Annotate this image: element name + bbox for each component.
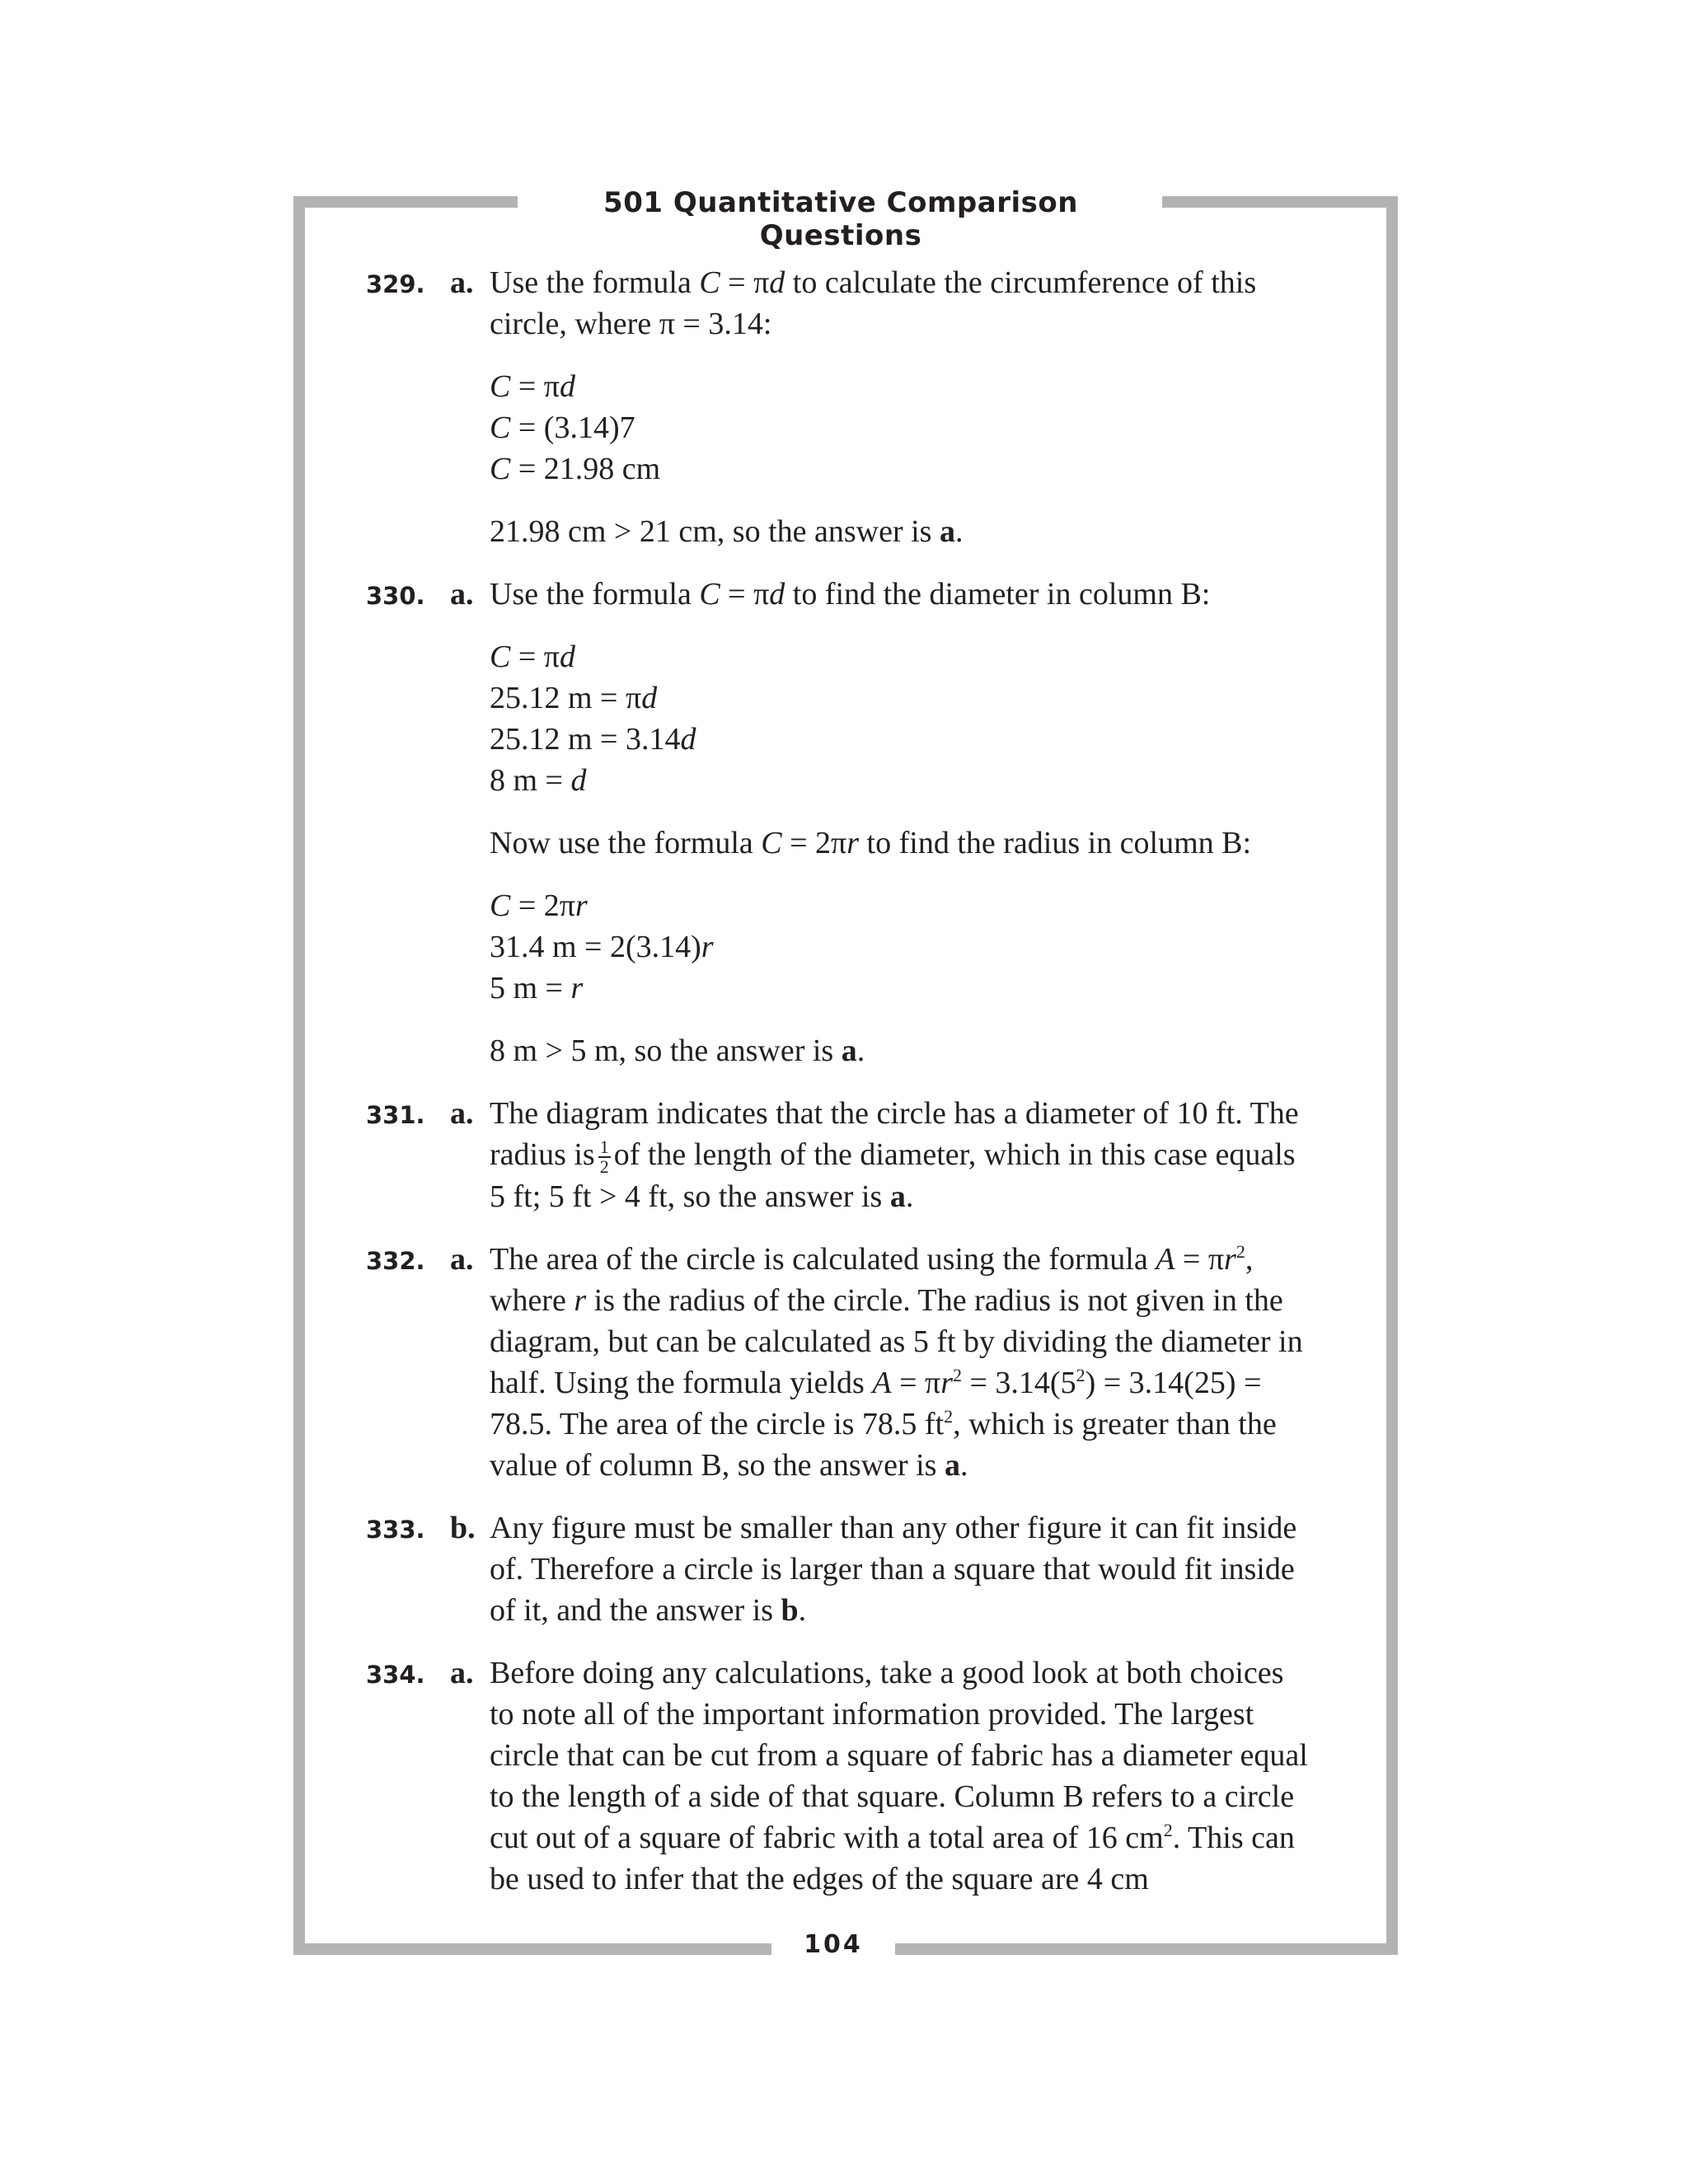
answer-329: [366, 262, 1314, 552]
middle-text: Now use the formula C = 2πr to find the radius in column B:: [490, 826, 1252, 860]
explanation-text: The area of the circle is calculated using the formula $A = \pi r^2$, where r is the radius of the circle. The radius is not given in the diagram, but can be calculated as 5 ft by dividing the diameter in half. Using the formula yields $A = \pi r^2 = 3.14(5^2) = 3.14(25) = 78.5$. The area of the circle is 78.5 $ft^2$, which is greater than the value of column B, so the answer is a.: [490, 1241, 1303, 1483]
equation: 25.12 m = 3.14d: [490, 722, 696, 757]
answer-331: [366, 1093, 1314, 1217]
explanation: [490, 1093, 1314, 1217]
answer-letter: a.: [450, 1242, 474, 1277]
conclusion-text: 8 m > 5 m, so the answer is a.: [490, 1033, 865, 1068]
equation: 5 m = r: [490, 971, 584, 1005]
answer-list: [366, 262, 1314, 1921]
page-frame-right: [1386, 196, 1398, 1955]
equation: 8 m = d: [490, 763, 587, 798]
equation-block: [490, 366, 1314, 490]
explanation: [490, 262, 1314, 552]
explanation: [490, 1652, 1314, 1900]
page-frame-left: [293, 196, 305, 1955]
equation-block: [490, 636, 1314, 801]
equation: C = πd: [490, 369, 575, 404]
equation-block: [490, 885, 1314, 1009]
intro-text: Use the formula C = πd to calculate the circumference of this circle, where π = 3.14:: [490, 265, 1257, 341]
explanation: [490, 574, 1314, 1071]
equation: C = 2πr: [490, 888, 588, 923]
answer-letter: b.: [450, 1511, 476, 1546]
question-number: 329.: [366, 270, 425, 298]
page-frame-top-right: [1162, 196, 1398, 208]
equation: 31.4 m = 2(3.14)r: [490, 930, 714, 964]
explanation-text: Any figure must be smaller than any other figure it can fit inside of. Therefore a circle is larger than a square that would fit inside of it, and the answer is b.: [490, 1511, 1297, 1629]
question-number: 331.: [366, 1101, 425, 1129]
question-number: 332.: [366, 1247, 425, 1276]
answer-letter: a.: [450, 265, 474, 300]
answer-334: [366, 1652, 1314, 1900]
explanation: [490, 1507, 1314, 1631]
answer-333: [366, 1507, 1314, 1631]
answer-letter: a.: [450, 1656, 474, 1691]
equation: C = (3.14)7: [490, 410, 635, 445]
running-head: 501 Quantitative Comparison Questions: [603, 186, 1078, 252]
explanation: [490, 1239, 1314, 1486]
answer-letter: a.: [450, 577, 474, 612]
answer-332: [366, 1239, 1314, 1486]
equation: C = πd: [490, 640, 575, 674]
page-frame-bottom-left: [293, 1943, 771, 1955]
equation: C = 21.98 cm: [490, 452, 661, 486]
explanation-text: The diagram indicates that the circle has a diameter of 10 ft. The radius is $\frac{1}{2}$ of the length of the diameter, which in this case equals 5 ft; 5 ft > 4 ft, so the answer is a.: [490, 1096, 1299, 1215]
explanation-text: Before doing any calculations, take a good look at both choices to note all of the important information provided. The largest circle that can be cut from a square of fabric has a diameter equal to the length of a side of that square. Column B refers to a circle cut out of a square of fabric with a total area of 16 $cm^2$. This can be used to infer that the edges of the square are 4 cm: [490, 1656, 1308, 1897]
intro-text: Use the formula C = πd to find the diameter in column B:: [490, 577, 1211, 612]
page-frame-bottom-right: [895, 1943, 1398, 1955]
question-number: 330.: [366, 582, 425, 610]
answer-330: [366, 574, 1314, 1071]
answer-letter: a.: [450, 1096, 474, 1131]
question-number: 334.: [366, 1661, 425, 1690]
fraction-one-half: $\frac{1}{2}$: [599, 1137, 609, 1178]
equation: 25.12 m = πd: [490, 681, 658, 715]
question-number: 333.: [366, 1516, 425, 1544]
page-number: 104: [804, 1930, 863, 1959]
page-frame-top-left: [293, 196, 518, 208]
conclusion-text: 21.98 cm > 21 cm, so the answer is a.: [490, 514, 964, 549]
